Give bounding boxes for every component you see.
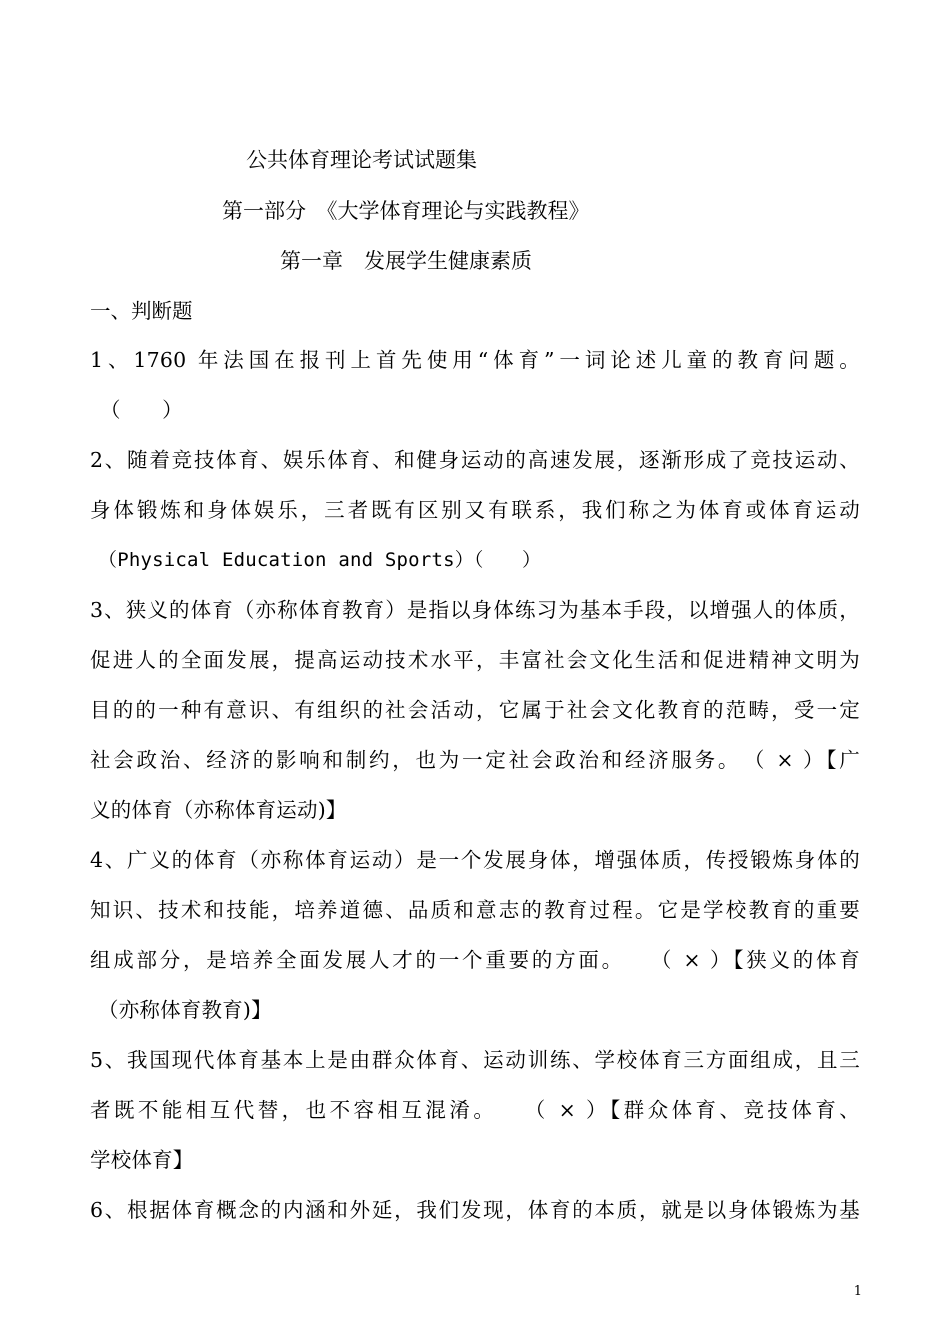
question-1-line-1: 1、1760 年法国在报刊上首先使用“体育”一词论述儿童的教育问题。 [90, 348, 860, 372]
question-5-line-1: 5、我国现代体育基本上是由群众体育、运动训练、学校体育三方面组成，且三 [90, 1048, 860, 1072]
chapter-heading: 第一章 发展学生健康素质 [280, 249, 532, 273]
question-2-line-1: 2、随着竞技体育、娱乐体育、和健身运动的高速发展，逐渐形成了竞技运动、 [90, 448, 860, 472]
section-heading: 一、判断题 [90, 299, 193, 323]
document-title: 公共体育理论考试试题集 [246, 148, 477, 172]
page-number: 1 [853, 1284, 862, 1299]
question-3-line-5: 义的体育（亦称体育运动)】 [90, 798, 347, 822]
question-3-line-3: 目的的一种有意识、有组织的社会活动，它属于社会文化教育的范畴，受一定 [90, 698, 860, 722]
question-3-line-2: 促进人的全面发展，提高运动技术水平，丰富社会文化生活和促进精神文明为 [90, 648, 860, 672]
part-heading: 第一部分 《大学体育理论与实践教程》 [222, 199, 590, 223]
question-3-line-4: 社会政治、经济的影响和制约，也为一定社会政治和经济服务。 （ × ）【广 [90, 748, 860, 772]
question-5-line-3: 学校体育】 [90, 1148, 194, 1172]
question-3-line-1: 3、狭义的体育（亦称体育教育）是指以身体练习为基本手段，以增强人的体质， [90, 598, 860, 622]
question-5-line-2: 者既不能相互代替，也不容相互混淆。 （ × ）【群众体育、竞技体育、 [90, 1098, 860, 1122]
question-4-line-2: 知识、技术和技能，培养道德、品质和意志的教育过程。它是学校教育的重要 [90, 898, 860, 922]
question-6-line-1: 6、根据体育概念的内涵和外延，我们发现，体育的本质，就是以身体锻炼为基 [90, 1198, 860, 1222]
question-2-line-3: （Physical Education and Sports）（ ） [98, 549, 542, 571]
question-2-line-2: 身体锻炼和身体娱乐，三者既有区别又有联系，我们称之为体育或体育运动 [90, 498, 860, 522]
question-1-answer-blank: （ ） [100, 398, 183, 422]
question-4-line-4: （亦称体育教育)】 [98, 998, 272, 1022]
question-4-line-3: 组成部分，是培养全面发展人才的一个重要的方面。 （ × ）【狭义的体育 [90, 948, 860, 972]
question-4-line-1: 4、广义的体育（亦称体育运动）是一个发展身体，增强体质，传授锻炼身体的 [90, 848, 860, 872]
